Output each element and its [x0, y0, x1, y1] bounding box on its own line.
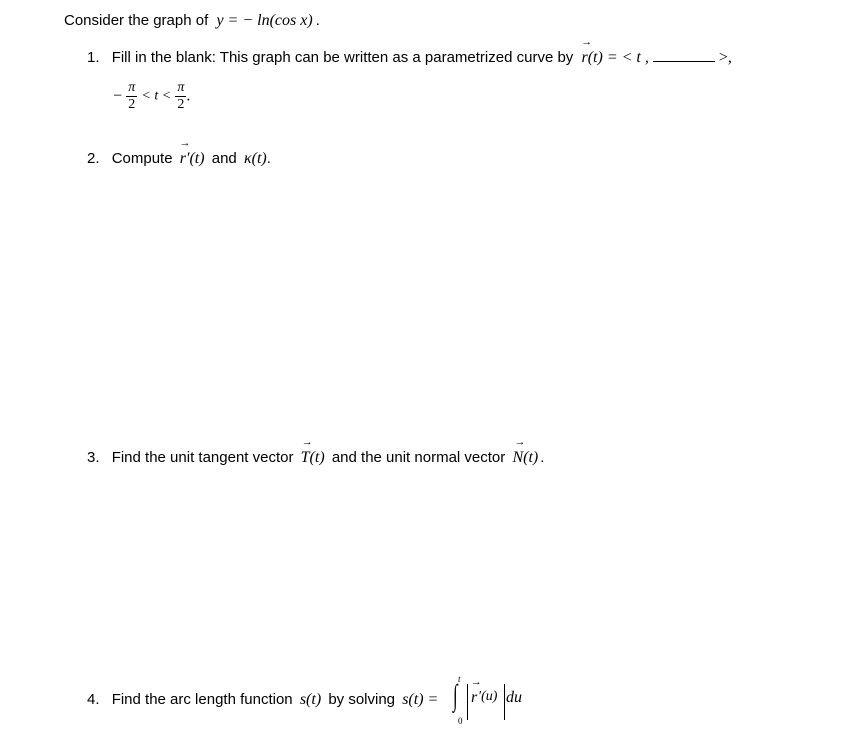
q2-vector-r: → r	[179, 137, 191, 167]
norm-bar-left	[467, 684, 468, 720]
q4-vector-r: → r	[470, 676, 482, 706]
intro-text: Consider the graph of	[64, 12, 209, 29]
vector-arrow-icon: →	[301, 436, 313, 448]
q2-compute: Compute	[111, 150, 173, 167]
fraction-pi-over-2-right: $\frac{\pi}{2}$	[177, 80, 185, 112]
question-3	[87, 436, 545, 467]
ineq-minus-sign: −	[113, 87, 123, 105]
q2-and: and	[211, 150, 237, 167]
intro-line	[64, 12, 320, 30]
q4-du: du	[506, 689, 522, 706]
q4-s: s(t)	[299, 691, 322, 708]
ineq-middle: < t <	[141, 88, 172, 104]
vector-arrow-icon: →	[179, 137, 191, 149]
ineq-end: .	[186, 87, 191, 105]
q1-text: Fill in the blank: This graph can be written as a parametrized curve by	[111, 49, 574, 66]
q3-and: and the unit normal vector	[331, 449, 506, 466]
intro-equation: y = − ln(cos x)	[216, 12, 313, 29]
q2-period: .	[266, 150, 271, 167]
q4-text: Find the arc length function	[111, 691, 293, 708]
integral-upper-limit: t	[458, 674, 461, 684]
question-1	[87, 36, 732, 67]
arc-length-integral	[454, 674, 534, 730]
q1-close: >,	[718, 49, 732, 66]
integral-lower-limit: 0	[458, 716, 463, 726]
q3-N-arg: (t)	[523, 449, 539, 466]
q1-blank-line[interactable]	[653, 49, 715, 62]
q2-number: 2.	[87, 150, 100, 167]
intro-period: .	[315, 12, 320, 29]
question-4	[87, 691, 438, 709]
q4-integrand: ′(u)	[478, 689, 498, 704]
vector-arrow-icon: →	[581, 36, 593, 48]
q3-T-arg: (t)	[309, 449, 325, 466]
vector-arrow-icon: →	[470, 676, 482, 688]
q2-rprime: ′(t)	[185, 150, 205, 167]
norm-bar-right	[504, 684, 505, 720]
q3-vector-N: → N	[512, 436, 526, 466]
q3-period: .	[540, 449, 545, 466]
q2-kappa: κ(t)	[243, 150, 267, 167]
q3-text: Find the unit tangent vector	[111, 449, 294, 466]
q1-number: 1.	[87, 49, 100, 66]
q1-vector-r: → r	[581, 36, 593, 66]
q4-number: 4.	[87, 691, 100, 708]
q1-inequality	[113, 80, 190, 113]
fraction-pi-over-2-left: $\frac{\pi}{2}$	[128, 80, 136, 112]
vector-arrow-icon: →	[514, 436, 526, 448]
q3-number: 3.	[87, 449, 100, 466]
q1-rt: (t) = < t ,	[587, 49, 649, 66]
q4-by: by solving	[328, 691, 396, 708]
integral-sign-icon: ∫	[453, 679, 458, 712]
q3-vector-T: → T	[300, 436, 313, 466]
q4-lhs: s(t) =	[402, 691, 439, 708]
question-2	[87, 137, 271, 168]
